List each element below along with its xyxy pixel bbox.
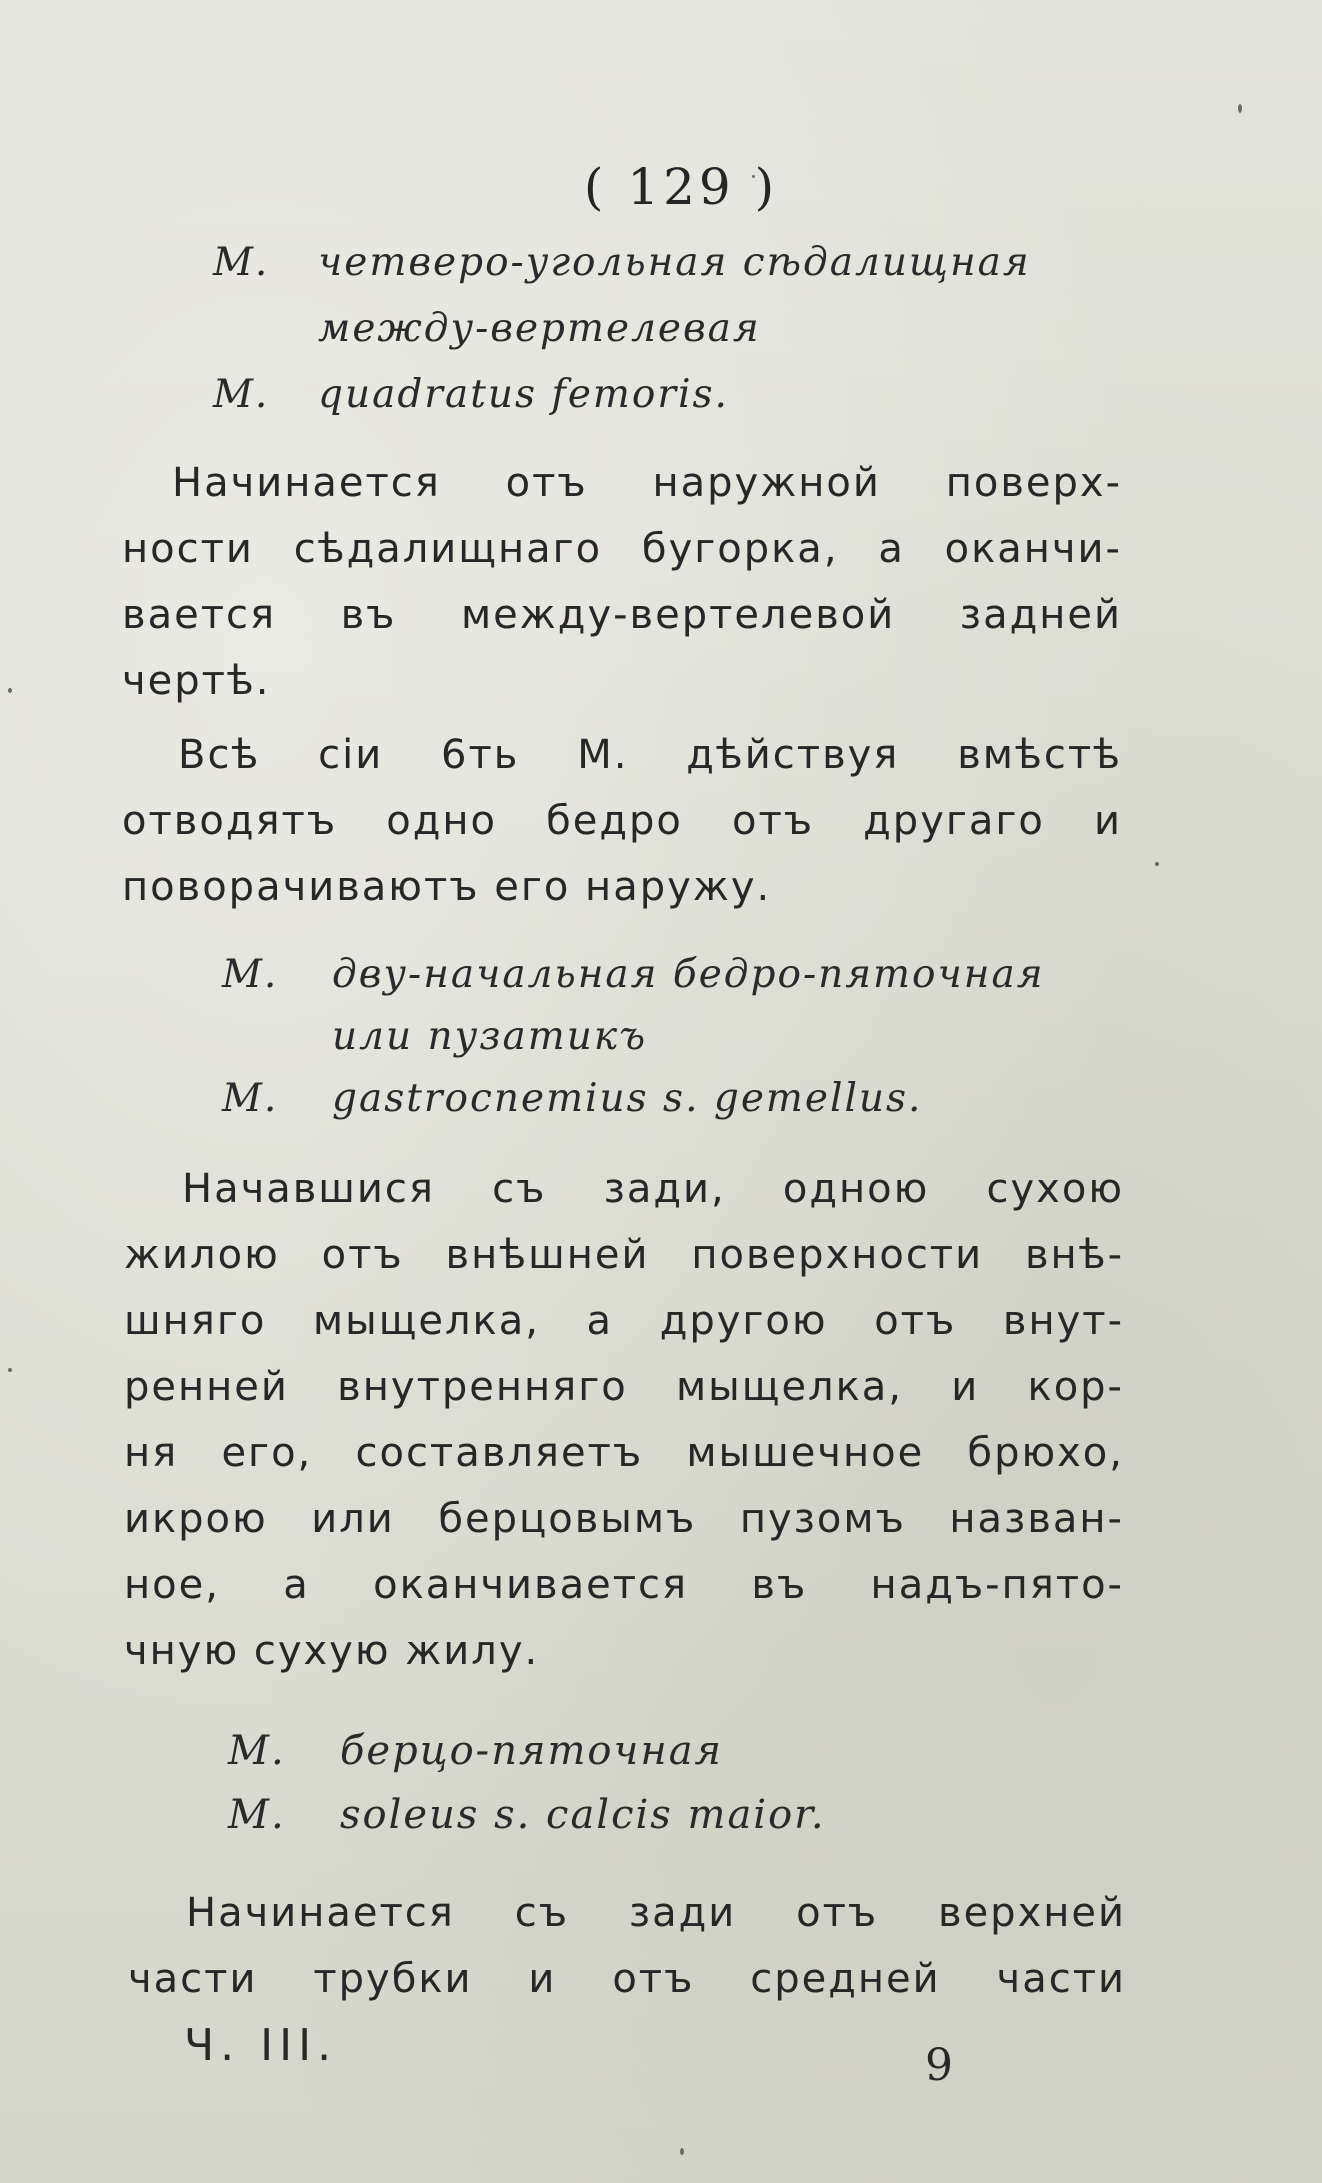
signature-mark: Ч. III. [184, 2020, 338, 2071]
text-line: ное, а оканчивается въ надъ-пято- [124, 1562, 1124, 1608]
heading-label: М. [222, 952, 279, 997]
page-number: ( 129 ) [583, 158, 779, 216]
paragraph-all-six-muscles-cont [122, 788, 1122, 920]
paragraph-gastrocnemius-origin [182, 1156, 1124, 1222]
text-line: чертѣ. [122, 658, 271, 704]
heading-russian-name: дву-начальная бедро-пяточная [332, 952, 1045, 997]
paragraph-soleus-origin-cont [128, 1946, 1126, 2012]
text-line: отводятъ одно бедро отъ другаго и [122, 798, 1122, 844]
paragraph-gastrocnemius-origin-cont [124, 1222, 1124, 1684]
heading-label: M. [228, 1792, 286, 1838]
heading-label: М. [228, 1728, 286, 1774]
text-line: жилою отъ внѣшней поверхности внѣ- [124, 1232, 1124, 1278]
text-line: поворачиваютъ его наружу. [122, 864, 772, 910]
paper-speck [1155, 862, 1159, 866]
text-line: вается въ между-вертелевой задней [122, 592, 1122, 638]
paper-speck [8, 1368, 12, 1372]
heading-russian-name: берцо-пяточная [340, 1728, 724, 1774]
heading-label: M. [213, 372, 270, 417]
paragraph-quadratus-origin-cont [122, 516, 1122, 714]
heading-latin-name: quadratus femoris. [318, 372, 729, 417]
heading-latin-name: gastrocnemius s. gemellus. [332, 1076, 923, 1121]
text-line: части трубки и отъ средней части [128, 1956, 1126, 2002]
text-line: шняго мыщелка, а другою отъ внут- [124, 1298, 1124, 1344]
text-line: икрою или берцовымъ пузомъ назван- [124, 1496, 1124, 1542]
sheet-number: 9 [925, 2040, 953, 2091]
heading-latin-name: soleus s. calcis maior. [340, 1792, 826, 1838]
heading-russian-name: четверо-угольная сѣдалищная [318, 240, 1031, 285]
heading-russian-name-cont: между-вертелевая [318, 306, 761, 351]
text-line: Всѣ сіи 6ть М. дѣйствуя вмѣстѣ [178, 732, 1122, 778]
text-line: ня его, составляетъ мышечное брюхо, [124, 1430, 1124, 1476]
paper-speck [680, 2148, 684, 2155]
text-line: ности сѣдалищнаго бугорка, а оканчи- [122, 526, 1122, 572]
text-line: Начинается отъ наружной поверх- [172, 460, 1122, 506]
heading-russian-name-cont: или пузатикъ [332, 1014, 648, 1059]
paragraph-quadratus-origin [172, 450, 1122, 516]
text-line: Начавшися съ зади, одною сухою [182, 1166, 1124, 1212]
paragraph-all-six-muscles [178, 722, 1122, 788]
heading-label: M. [222, 1076, 279, 1121]
paper-speck [8, 688, 12, 693]
text-line: ренней внутренняго мыщелка, и кор- [124, 1364, 1124, 1410]
text-line: Начинается съ зади отъ верхней [186, 1890, 1126, 1936]
text-line: чную сухую жилу. [124, 1628, 540, 1674]
paragraph-soleus-origin [186, 1880, 1126, 1946]
paper-speck [1238, 104, 1242, 113]
heading-label: M. [213, 240, 270, 285]
